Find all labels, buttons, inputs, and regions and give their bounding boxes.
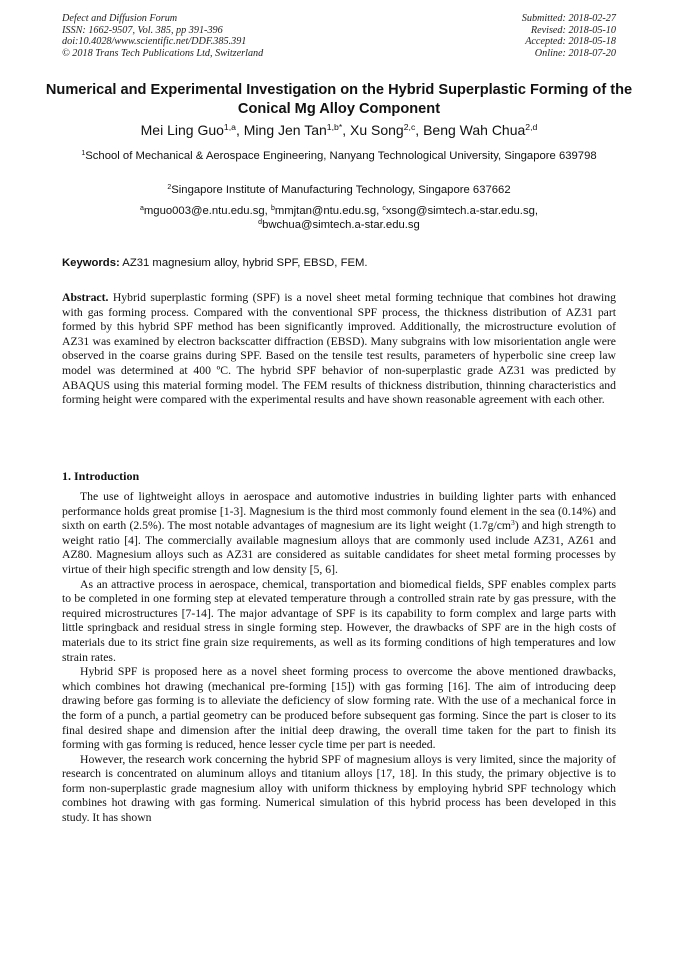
journal-issn: ISSN: 1662-9507, Vol. 385, pp 391-396 [62, 24, 223, 36]
affiliation-text: Singapore Institute of Manufacturing Technology, Singapore 637662 [171, 184, 511, 196]
accepted-date: Accepted: 2018-05-18 [525, 36, 616, 48]
introduction-body [62, 490, 616, 826]
paragraph: Hybrid SPF is proposed here as a novel sheet forming process to overcome the above mentioned drawbacks, which combines hot drawing (mechanical pre-forming [15]) with gas forming [16]. The aim of introducing deep drawing before gas forming is to alleviate the deficiency of slow forming rate. With the use of a mechanical force in the form of a punch, a partial geometry can be produced before subsequent gas forming. Since the part is closer to its final desired shape and dimension after the initial deep drawing, the overall time taken for the part to finish its forming with gas forming is reduced, hence lesser cycle time per part is needed. [62, 665, 616, 752]
keywords [62, 256, 616, 270]
keywords-label: Keywords: [62, 257, 120, 269]
abstract-label: Abstract. [62, 291, 109, 304]
author-affiliation-mark: 1,a [223, 122, 236, 133]
paragraph: As an attractive process in aerospace, chemical, transportation and biomedical fields, SPF enables complex parts to be completed in one forming step at elevated temperature through a controlled strain rate by gas pressure, with the required microstructures [7-14]. The major advantage of SPF is its capability to form complex and large parts with little springback and residual stress in single forming step. However, the drawbacks of SPF are in the high costs of materials due to its strict fine grain size requirements, as well as its forming conditions of high temperatures and low strain rates. [62, 577, 616, 664]
keywords-text: AZ31 magnesium alloy, hybrid SPF, EBSD, FEM. [119, 257, 368, 269]
journal-name: Defect and Diffusion Forum [62, 13, 178, 24]
journal-doi: doi:10.4028/www.scientific.net/DDF.385.391 [62, 36, 247, 48]
email-address: mmjtan@ntu.edu.sg, [274, 205, 383, 217]
author-emails: $^a$mguo003@e.ntu.edu.sg, $^b$mmjtan@ntu.edu.sg, $^c$xsong@simtech.a-star.edu.sg, $^d$bwchua@simtech.a-star.edu.sg [139, 205, 539, 231]
author-list: Mei Ling Guo$^{1,a}$, Ming Jen Tan$^{1,b*}$, Xu Song$^{2,c}$, Beng Wah Chua$^{2,d}$ [140, 122, 538, 138]
submission-dates [522, 13, 616, 59]
author-affiliation-mark: 2,d [525, 122, 538, 133]
section-heading: 1. Introduction [62, 469, 140, 483]
author-name: Ming Jen Tan [243, 122, 327, 138]
author-name: Xu Song [350, 122, 404, 138]
paper-title: Numerical and Experimental Investigation on the Hybrid Superplastic Forming of the Conical Mg Alloy Component [45, 82, 633, 117]
author-name: Mei Ling Guo [140, 122, 224, 138]
author-name: Beng Wah Chua [423, 122, 526, 138]
author-affiliation-mark: 2,c [403, 122, 416, 133]
affiliation-mark: 2 [167, 184, 172, 192]
paragraph: The use of lightweight alloys in aerospace and automotive industries in building lighter parts with enhanced performance holds great promise [1-3]. Magnesium is the third most commonly found element in the sea (0.14%) and sixth on earth (2.5%). The most notable advantages of magnesium are its light weight $(1.7g/cm^3)$ and high strength to weight ratio [4]. The commercially available magnesium alloys that are commonly used include AZ31, AZ61 and AZ80. Magnesium alloys such as AZ31 are considered as suitable candidates for sheet metal forming processes by virtue of their high specific strength and low density [5, 6]. [62, 490, 616, 576]
affiliation-text: School of Mechanical & Aerospace Engineering, Nanyang Technological University, Singapore 639798 [85, 150, 597, 162]
author-affiliation-mark: 1,b* [326, 122, 343, 133]
submitted-date: Submitted: 2018-02-27 [521, 13, 616, 24]
affiliation [62, 183, 616, 197]
revised-date: Revised: 2018-05-10 [530, 24, 616, 36]
paragraph: However, the research work concerning the hybrid SPF of magnesium alloys is very limited, since the majority of research is concentrated on aluminum alloys and titanium alloys [17, 18]. In this study, the primary objective is to form non-superplastic grade magnesium alloy with uniform thickness by employing hybrid SPF technology which combines hot drawing with gas forming. Numerical simulation of this hybrid process has been developed in this study. It has shown [62, 752, 616, 825]
email-address: xsong@simtech.a-star.edu.sg, [385, 205, 539, 217]
journal-copyright: © 2018 Trans Tech Publications Ltd, Switzerland [62, 47, 264, 59]
abstract-text: Hybrid superplastic forming (SPF) is a novel sheet metal forming technique that combines hot drawing with gas forming process. Compared with the conventional SPF process, the thickness distribution of AZ31 part formed by this hybrid SPF method has been significantly improved. Additionally, the microstructure evolution of AZ31 was examined by electron backscatter diffraction (EBSD). Many subgrains with low misorientation angle were observed in the coarse grains during SPF. Based on the tensile test results, parameters of hyperbolic sine creep law model was determined at 400 ºC. The hybrid SPF behavior of non-superplastic grade AZ31 was predicted by ABAQUS using this material forming model. The FEM results of thickness distribution, thinning characteristics and forming height were compared with the experimental results and have shown reasonable agreement with each other. [62, 291, 616, 407]
journal-header [62, 13, 263, 59]
online-date: Online: 2018-07-20 [534, 47, 616, 59]
affiliation [62, 149, 616, 163]
email-address: mguo003@e.ntu.edu.sg, [143, 205, 271, 217]
affiliation-mark: 1 [81, 150, 86, 158]
email-address: bwchua@simtech.a-star.edu.sg [262, 219, 420, 231]
abstract [62, 291, 616, 408]
